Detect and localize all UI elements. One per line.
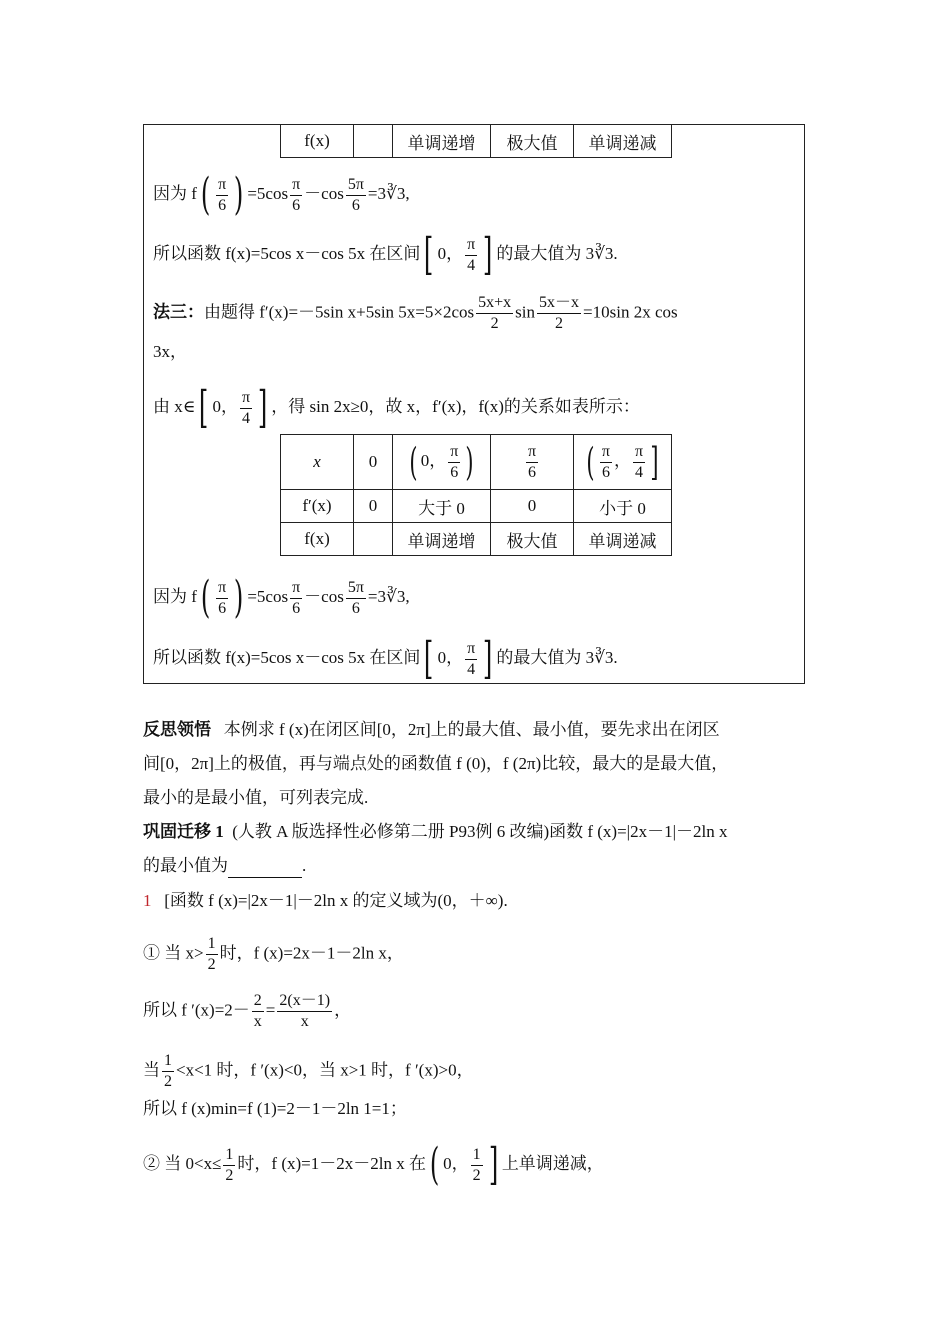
box-line-3: 法三：由题得 f′(x)=－5sin x+5sin 5x=5×2cos $\frac{5x+x}{2}$ sin $\frac{5x-x}{2}$ =10sin 2x cos: [153, 294, 678, 332]
table-row: [281, 435, 672, 490]
exercise-line-2: 的最小值为 .: [143, 854, 306, 878]
reflection-line-2: 间[0，2π]上的极值，再与端点处的函数值 f (0)，f (2π)比较，最大的是最大值，: [143, 754, 729, 773]
table-cell: x: [281, 435, 354, 490]
table-cell: f′(x): [281, 490, 354, 523]
top-table: [280, 124, 672, 158]
box-line-2: 所以函数 f(x)=5cos x－cos 5x 在区间[ 0， $\frac{\pi}{4}$ ] 的最大值为 3∛3.: [153, 229, 618, 280]
table-cell: 大于 0: [393, 490, 491, 523]
table-row: [281, 523, 672, 556]
box-line-1: 因为 f( $\frac{\pi}{6}$ ) =5cos $\frac{\pi}{6}$ －cos $\frac{5\pi}{6}$ =3∛3,: [153, 169, 410, 220]
answer-blank: [228, 859, 302, 878]
table-cell: 极大值: [491, 125, 574, 158]
table-cell: ( $\frac{\pi}{6}$ ， $\frac{\pi}{4}$ ]: [574, 435, 672, 490]
table-cell: 单调递减: [574, 523, 672, 556]
table-cell: ( 0， $\frac{\pi}{6}$ ): [393, 435, 491, 490]
box-line-5: 由 x∈[ 0， $\frac{\pi}{4}$ ] ，得 sin 2x≥0，故 x，f′(x)，f(x)的关系如表所示：: [153, 382, 640, 433]
box-line-4: 3x，: [153, 342, 187, 361]
table-cell: 单调递减: [574, 125, 672, 158]
reflection-line-1: 反思领悟 本例求 f (x)在闭区间[0，2π]上的最大值、最小值，要先求出在闭区: [143, 720, 720, 739]
table-row: [281, 490, 672, 523]
table-cell: f(x): [281, 523, 354, 556]
table-cell: 0: [491, 490, 574, 523]
table-cell: [354, 125, 393, 158]
solution-line-4: 当 $\frac{1}{2}$ <x<1 时，f ′(x)<0，当 x>1 时，f ′(x)>0，: [143, 1052, 474, 1090]
table-cell: [354, 523, 393, 556]
solution-line-5: 所以 f (x)min=f (1)=2－1－2ln 1=1；: [143, 1099, 407, 1118]
box-line-6: 因为 f( $\frac{\pi}{6}$ ) =5cos $\frac{\pi}{6}$ －cos $\frac{5\pi}{6}$ =3∛3,: [153, 572, 410, 623]
box-line-7: 所以函数 f(x)=5cos x－cos 5x 在区间[ 0， $\frac{\pi}{4}$ ] 的最大值为 3∛3.: [153, 633, 618, 684]
table-cell: 单调递增: [393, 523, 491, 556]
table-cell: 0: [354, 490, 393, 523]
table-cell: $\frac{\pi}{6}$: [491, 435, 574, 490]
table-cell: 小于 0: [574, 490, 672, 523]
solution-line-2: ① 当 x> $\frac{1}{2}$ 时，f (x)=2x－1－2ln x，: [143, 935, 404, 973]
table-cell: 单调递增: [393, 125, 491, 158]
solution-line-3: 所以 f ′(x)=2－ $\frac{2}{x}$ = $\frac{2(x-1)}{x}$ ，: [143, 992, 352, 1030]
table-cell: 极大值: [491, 523, 574, 556]
table-cell: f(x): [281, 125, 354, 158]
solution-line-6: ② 当 0<x≤ $\frac{1}{2}$ 时，f (x)=1－2x－2ln x 在( 0， $\frac{1}{2}$ ] 上单调递减，: [143, 1139, 604, 1190]
reflection-line-3: 最小的是最小值，可列表完成.: [143, 788, 369, 807]
relation-table: [280, 434, 672, 556]
table-cell: 0: [354, 435, 393, 490]
solution-line-1: 1 [函数 f (x)=|2x－1|－2ln x 的定义域为(0，＋∞).: [143, 891, 508, 910]
exercise-line-1: 巩固迁移 1 (人教 A 版选择性必修第二册 P93例 6 改编)函数 f (x)=|2x－1|－2ln x: [143, 822, 728, 841]
table-row: [281, 125, 672, 158]
